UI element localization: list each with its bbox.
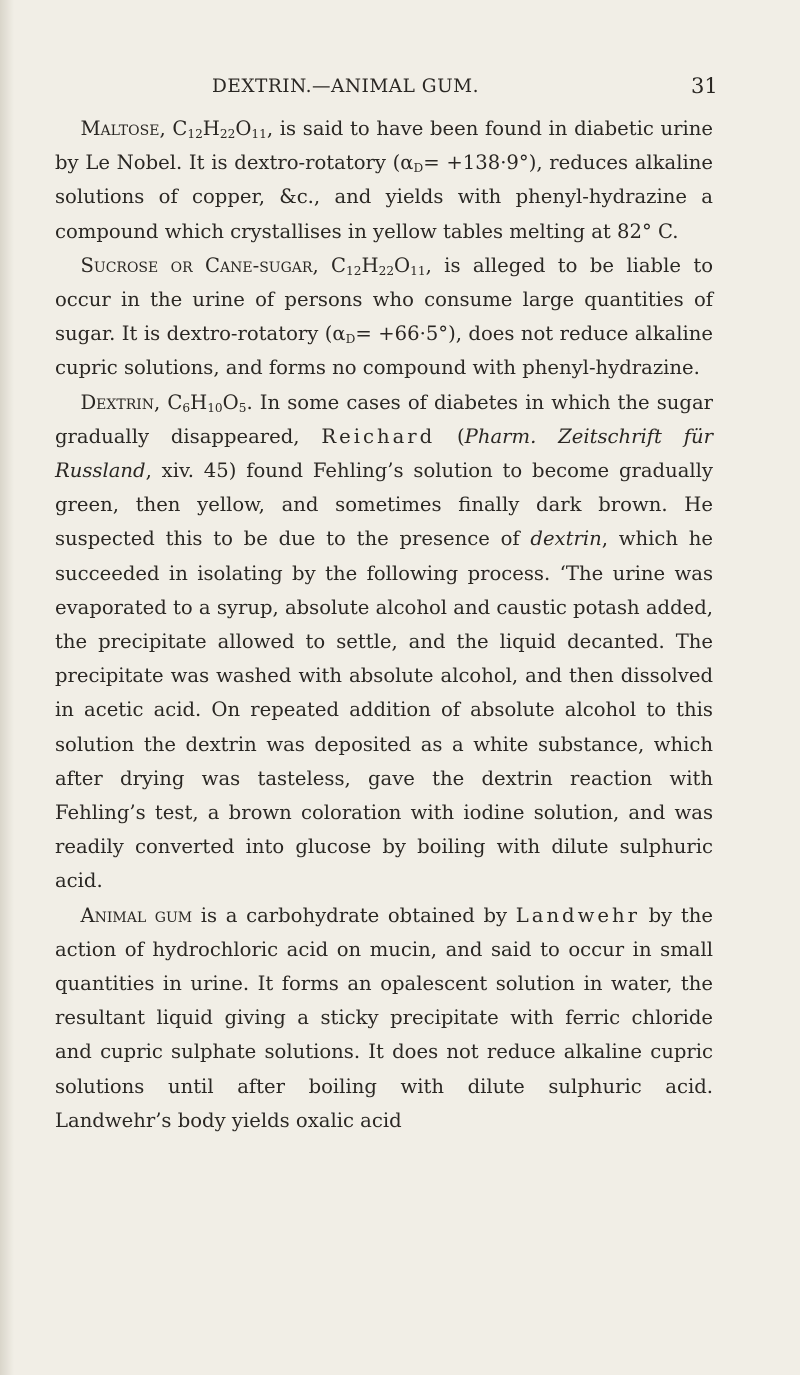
running-head: DEXTRIN.—ANIMAL GUM. [212, 76, 479, 97]
body-text [55, 112, 713, 1138]
page-number: 31 [691, 74, 718, 98]
term-animal-gum: Animal gum [80, 903, 193, 927]
term-sucrose: Sucrose or Cane-sugar [80, 253, 313, 277]
paragraph-animal-gum: Animal gum is a carbohydrate obtained by Landwehr by the action of hydrochloric acid on mucin, and said to occur in small quantities in urine. It forms an opalescent solution in water, the resultant liquid giving a sticky precipitate with ferric chloride and cupric sulphate solutions. It does not reduce alkaline cupric solutions until after boiling with dilute sulphuric acid. Landwehr’s body yields oxalic acid [55, 903, 713, 1132]
term-maltose: Maltose [80, 117, 160, 140]
paragraph-maltose: Maltose, $C_{12}H_{22}O_{11}$, is said to have been found in diabetic urine by Le Nobel. It is dextro-rotatory $(\alpha_D= +138\cdot 9^\circ)$, reduces alkaline solutions of copper, &c., and yields with phenyl-hydrazine a compound which crystallises in yellow tables melting at 82° C. [55, 117, 713, 243]
page-header [0, 76, 800, 106]
author-landwehr: Landwehr [515, 903, 640, 927]
dextrin-italic: dextrin [530, 527, 602, 551]
author-reichard: Reichard [321, 424, 436, 448]
journal-citation: Pharm. Zeitschrift für Russland [55, 424, 713, 483]
paragraph-dextrin: Dextrin, $C_6H_{10}O_5$. In some cases of diabetes in which the sugar gradually disappeared, Reichard (Pharm. Zeitschrift für Russland, xiv. 45) found Fehling’s solution to become gradually green, then yellow, and sometimes finally dark brown. He suspected this to be due to the presence of dextrin, which he succeeded in isolating by the following process. ‘The urine was evaporated to a syrup, absolute alcohol and caustic potash added, the precipitate allowed to settle, and the liquid decanted. The precipitate was washed with absolute alcohol, and then dissolved in acetic acid. On repeated addition of absolute alcohol to this solution the dextrin was deposited as a white substance, which after drying was tasteless, gave the dextrin reaction with Fehling’s test, a brown coloration with iodine solution, and was readily converted into glucose by boiling with dilute sulphuric acid. [55, 390, 713, 893]
term-dextrin: Dextrin [80, 390, 155, 414]
paragraph-sucrose: Sucrose or Cane-sugar, $C_{12}H_{22}O_{11}$, is alleged to be liable to occur in the urine of persons who consume large quantities of sugar. It is dextro-rotatory $(\alpha_D= +66\cdot 5^\circ)$, does not reduce alkaline cupric solutions, and forms no compound with phenyl-hydrazine. [55, 253, 714, 380]
page-gutter-shadow [0, 0, 14, 1375]
